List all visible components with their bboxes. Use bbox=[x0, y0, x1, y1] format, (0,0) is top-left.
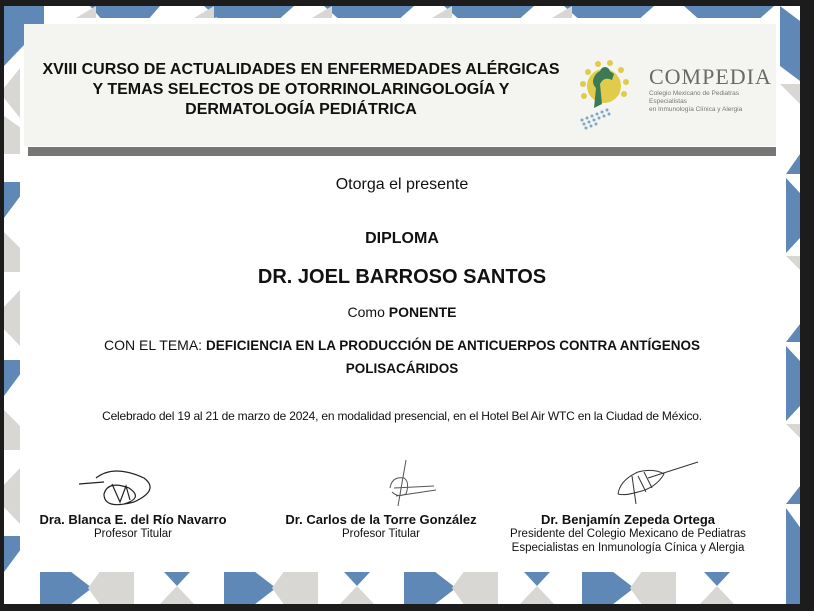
border-bottom-shape bbox=[520, 586, 554, 604]
border-left-shape bbox=[4, 360, 20, 396]
border-right-shape bbox=[786, 324, 800, 342]
border-right-shape bbox=[786, 154, 800, 174]
border-left-shape bbox=[4, 116, 20, 154]
topic-title: DEFICIENCIA EN LA PRODUCCIÓN DE ANTICUERPOS CONTRA ANTÍGENOS POLISACÁRIDOS bbox=[205, 338, 700, 376]
border-bottom-shape bbox=[40, 572, 92, 604]
signatory-name: Dr. Benjamín Zepeda Ortega bbox=[540, 512, 716, 527]
role: PONENTE bbox=[388, 304, 457, 320]
border-top-shape bbox=[432, 6, 452, 18]
diploma-sheet bbox=[4, 6, 800, 604]
role-prefix: Como bbox=[347, 304, 385, 320]
signatory-role: Profesor Titular bbox=[94, 528, 172, 540]
border-right-shape bbox=[780, 84, 800, 104]
border-top-shape bbox=[564, 6, 654, 18]
border-bottom-shape bbox=[160, 586, 194, 604]
border-top-shape bbox=[684, 6, 774, 18]
border-top-shape bbox=[312, 6, 332, 18]
border-bottom-shape bbox=[700, 586, 734, 604]
border-bottom-shape bbox=[224, 572, 276, 604]
border-right-shape bbox=[786, 486, 800, 504]
document-type: DIPLOMA bbox=[365, 230, 439, 247]
border-bottom-shape bbox=[272, 572, 318, 604]
border-bottom-shape bbox=[340, 586, 374, 604]
signature-block bbox=[266, 512, 496, 541]
recipient-name: DR. JOEL BARROSO SANTOS bbox=[257, 266, 547, 288]
border-left-shape bbox=[4, 68, 20, 118]
signature-block bbox=[498, 512, 758, 555]
border-bottom-shape bbox=[704, 572, 730, 586]
header-divider-bar bbox=[28, 147, 776, 156]
course-title-line: DERMATOLOGÍA PEDIÁTRICA bbox=[185, 101, 417, 118]
border-bottom-shape bbox=[404, 572, 456, 604]
border-bottom-shape bbox=[452, 572, 498, 604]
signatory-name: Dr. Carlos de la Torre González bbox=[285, 512, 477, 527]
signature-2-icon bbox=[376, 458, 446, 508]
border-bottom-shape bbox=[582, 572, 634, 604]
logo-subtitle: Colegio Mexicano de Pediatras Especialistas en Inmunología Clínica y Alergia bbox=[649, 90, 743, 113]
border-top-shape bbox=[444, 6, 534, 18]
border-right-shape bbox=[780, 6, 800, 81]
course-title-line: Y TEMAS SELECTOS DE OTORRINOLARINGOLOGÍA Y bbox=[92, 81, 510, 98]
border-bottom-shape bbox=[524, 572, 550, 586]
signature-block bbox=[18, 512, 248, 541]
logo-wordmark: COMPEDIA bbox=[649, 64, 772, 89]
course-title bbox=[26, 60, 576, 120]
signatory-role: Profesor Titular bbox=[342, 528, 420, 540]
border-bottom-shape bbox=[344, 572, 370, 586]
border-top-shape bbox=[90, 6, 160, 18]
signatory-role: Especialistas en Inmunología Cínica y Alergia bbox=[511, 542, 745, 554]
border-left-shape bbox=[4, 536, 20, 572]
grants-text: Otorga el presente bbox=[335, 176, 469, 193]
border-top-shape bbox=[76, 6, 96, 18]
border-bottom-shape bbox=[164, 572, 190, 586]
course-title-line: XVIII CURSO DE ACTUALIDADES EN ENFERMEDADES ALÉRGICAS bbox=[42, 61, 560, 78]
border-bottom-shape bbox=[88, 572, 134, 604]
border-right-shape bbox=[786, 508, 800, 604]
event-details: Celebrado del 19 al 21 de marzo de 2024, en modalidad presencial, en el Hotel Bel Air WTC en la Ciudad de México. bbox=[102, 409, 702, 423]
topic-prefix: CON EL TEMA: bbox=[104, 337, 203, 353]
signatory-name: Dra. Blanca E. del Río Navarro bbox=[39, 512, 227, 527]
border-bottom-shape bbox=[630, 572, 676, 604]
border-top-shape bbox=[194, 6, 214, 18]
topic bbox=[74, 334, 730, 380]
role-line bbox=[4, 304, 800, 320]
signature-3-icon bbox=[608, 458, 703, 506]
border-right-shape bbox=[786, 424, 800, 438]
signatory-role: Presidente del Colegio Mexicano de Pediatras bbox=[510, 528, 746, 540]
border-top-shape bbox=[552, 6, 572, 18]
signature-1-icon bbox=[74, 466, 164, 511]
border-top-shape bbox=[324, 6, 414, 18]
